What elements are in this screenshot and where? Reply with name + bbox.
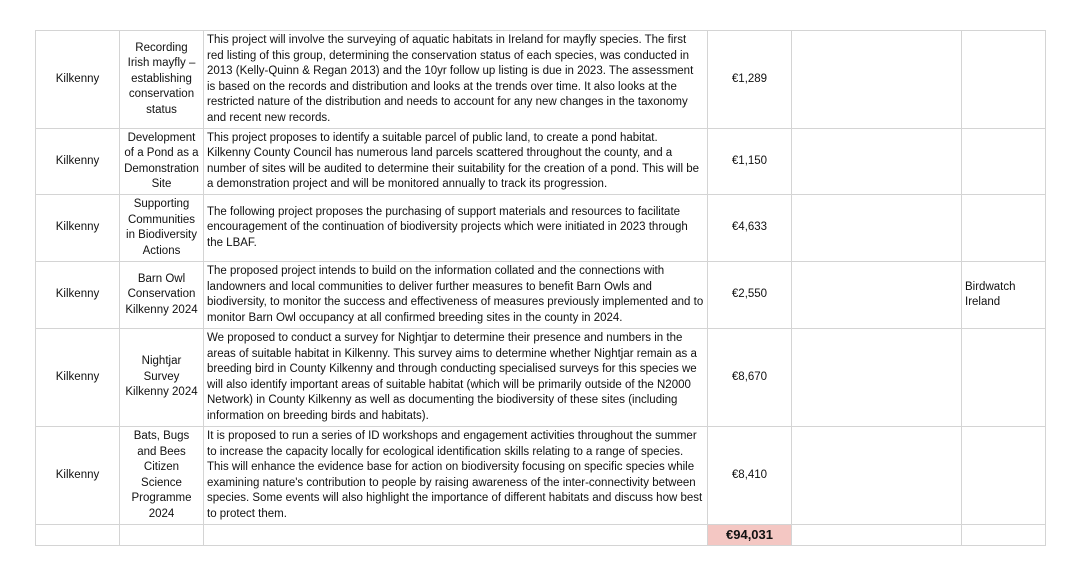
table-row xyxy=(36,195,1046,262)
project-description-cell: We proposed to conduct a survey for Nightjar to determine their presence and numbers in the areas of suitable habitat in Kilkenny. This survey aims to determine whether Nightjar remain as a breeding bird in County Kilkenny and through conducting specialised surveys for this species we will also identify important areas of suitable habitat (which will be primarily outside of the N2000 Network) in County Kilkenny as well as documenting the biodiversity of these sites (including information on breeding birds and habitats). xyxy=(204,329,708,427)
table-row xyxy=(36,427,1046,525)
table-row xyxy=(36,31,1046,129)
empty-cell xyxy=(36,525,120,546)
projects-table xyxy=(35,30,1046,546)
empty-cell xyxy=(792,195,962,262)
amount-cell: €1,289 xyxy=(708,31,792,129)
project-description-cell: The proposed project intends to build on the information collated and the connections with landowners and local communities to deliver further measures to benefit Barn Owls and biodiversity, to monitor the success and effectiveness of measures previously implemented and to monitor Barn Owl occupancy at all confirmed breeding sites in the county in 2024. xyxy=(204,262,708,329)
project-title-cell: Recording Irish mayfly – establishing conservation status xyxy=(120,31,204,129)
table-row xyxy=(36,262,1046,329)
table-row xyxy=(36,329,1046,427)
empty-cell xyxy=(120,525,204,546)
county-cell: Kilkenny xyxy=(36,427,120,525)
amount-cell: €8,410 xyxy=(708,427,792,525)
project-title-cell: Barn Owl Conservation Kilkenny 2024 xyxy=(120,262,204,329)
empty-cell xyxy=(792,427,962,525)
amount-cell: €1,150 xyxy=(708,129,792,195)
empty-cell xyxy=(792,31,962,129)
amount-cell: €4,633 xyxy=(708,195,792,262)
project-title-cell: Supporting Communities in Biodiversity Actions xyxy=(120,195,204,262)
partner-cell xyxy=(962,329,1046,427)
partner-cell xyxy=(962,427,1046,525)
empty-cell xyxy=(792,525,962,546)
project-title-cell: Bats, Bugs and Bees Citizen Science Programme 2024 xyxy=(120,427,204,525)
partner-cell xyxy=(962,31,1046,129)
partner-cell: Birdwatch Ireland xyxy=(962,262,1046,329)
project-title-cell: Nightjar Survey Kilkenny 2024 xyxy=(120,329,204,427)
partner-cell xyxy=(962,129,1046,195)
project-description-cell: This project proposes to identify a suitable parcel of public land, to create a pond habitat. Kilkenny County Council has numerous land parcels scattered throughout the county, and a number of sites will be audited to determine their suitability for the creation of a pond. This will be a demonstration project and will be monitored annually to track its progression. xyxy=(204,129,708,195)
project-description-cell: This project will involve the surveying of aquatic habitats in Ireland for mayfly species. The first red listing of this group, determining the conservation status of each species, was conducted in 2013 (Kelly-Quinn & Regan 2013) and the 10yr follow up listing is due in 2023. The assessment is based on the records and distribution and looks at the trends over time. It also looks at the restricted nature of the distribution and needs to account for any new changes in the taxonomy and recent new records. xyxy=(204,31,708,129)
county-cell: Kilkenny xyxy=(36,31,120,129)
table-row xyxy=(36,129,1046,195)
county-cell: Kilkenny xyxy=(36,129,120,195)
county-cell: Kilkenny xyxy=(36,329,120,427)
partner-cell xyxy=(962,195,1046,262)
empty-cell xyxy=(792,129,962,195)
empty-cell xyxy=(792,329,962,427)
empty-cell xyxy=(792,262,962,329)
project-title-cell: Development of a Pond as a Demonstration Site xyxy=(120,129,204,195)
amount-cell: €8,670 xyxy=(708,329,792,427)
total-amount-cell: €94,031 xyxy=(708,525,792,546)
project-description-cell: The following project proposes the purchasing of support materials and resources to facilitate encouragement of the continuation of biodiversity projects which were initiated in 2023 through the LBAF. xyxy=(204,195,708,262)
amount-cell: €2,550 xyxy=(708,262,792,329)
total-row xyxy=(36,525,1046,546)
county-cell: Kilkenny xyxy=(36,262,120,329)
empty-cell xyxy=(962,525,1046,546)
county-cell: Kilkenny xyxy=(36,195,120,262)
empty-cell xyxy=(204,525,708,546)
project-description-cell: It is proposed to run a series of ID workshops and engagement activities throughout the summer to increase the capacity locally for ecological identification skills relating to a range of species. This will enhance the evidence base for action on biodiversity focusing on specific species while examining nature's contribution to people by raising awareness of the inter-connectivity between species. Some events will also highlight the importance of different habitats and discuss how best to protect them. xyxy=(204,427,708,525)
